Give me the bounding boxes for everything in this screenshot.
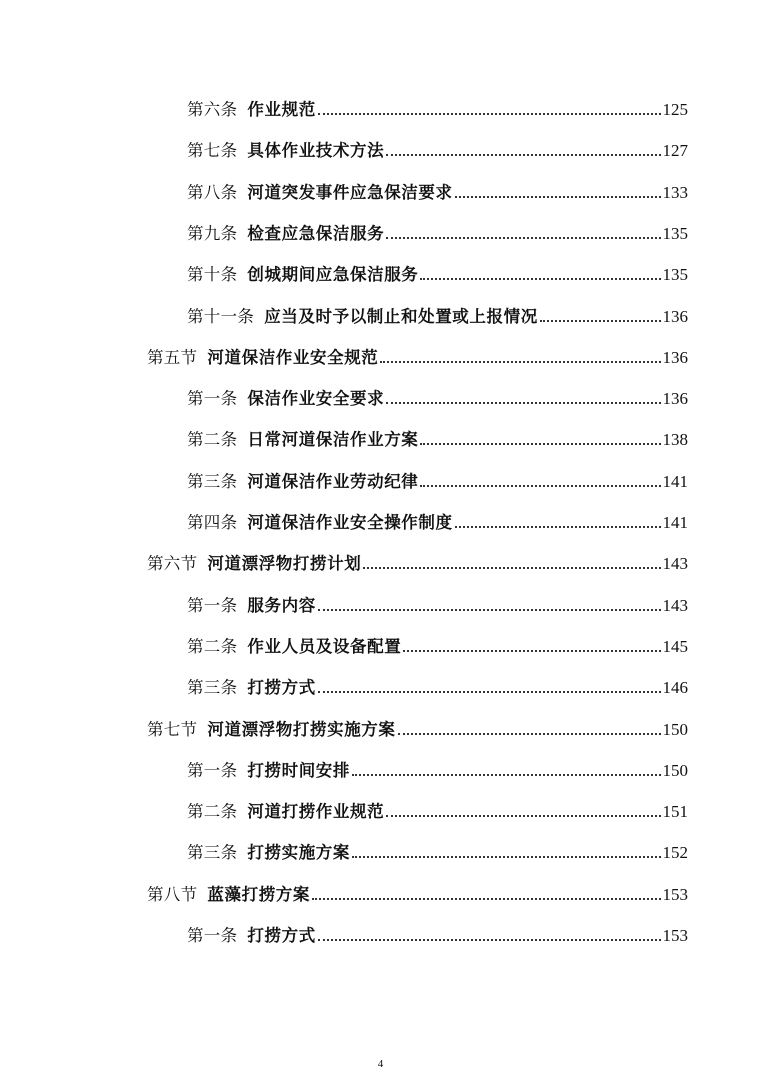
toc-entry-number: 第二条 (187, 802, 238, 822)
toc-entry-page: 143 (662, 595, 688, 615)
toc-entry-page: 136 (662, 389, 688, 409)
page-number: 4 (377, 1058, 384, 1070)
toc-entry-title: 日常河道保洁作业方案 (247, 430, 419, 450)
toc-entry-page: 133 (662, 182, 688, 202)
dot-leader (455, 196, 661, 198)
toc-entry-number: 第五节 (147, 347, 198, 367)
dot-leader (420, 278, 660, 280)
toc-entry-page: 145 (662, 636, 688, 656)
toc-article-entry (187, 668, 688, 698)
dot-leader (420, 485, 660, 487)
toc-entry-page: 146 (662, 678, 688, 698)
toc-entry-title: 应当及时予以制止和处置或上报情况 (264, 306, 538, 326)
toc-article-entry (187, 462, 688, 492)
toc-entry-title: 作业人员及设备配置 (247, 636, 402, 656)
toc-entry-page: 136 (662, 347, 688, 367)
toc-entry-title: 保洁作业安全要求 (247, 389, 385, 409)
toc-entry-page: 141 (662, 471, 688, 491)
toc-entry-page: 125 (662, 100, 688, 119)
toc-entry-page: 150 (662, 760, 688, 780)
toc-entry-page: 152 (662, 843, 688, 863)
toc-entry-title: 河道打捞作业规范 (247, 802, 385, 822)
toc-entry-title: 河道突发事件应急保洁要求 (247, 182, 453, 202)
toc-article-entry (187, 751, 688, 781)
dot-leader (386, 237, 660, 239)
toc-entry-number: 第一条 (187, 389, 238, 409)
toc-entry-title: 具体作业技术方法 (247, 141, 385, 161)
toc-entry-page: 153 (662, 884, 688, 904)
dot-leader (363, 567, 660, 569)
toc-entry-page: 150 (662, 719, 688, 739)
toc-entry-number: 第一条 (187, 926, 238, 945)
toc-article-entry (187, 379, 688, 409)
toc-article-entry (187, 255, 688, 285)
toc-entry-title: 河道漂浮物打捞计划 (207, 554, 362, 574)
toc-entry-page: 135 (662, 265, 688, 285)
toc-entry-number: 第十条 (187, 265, 238, 285)
toc-article-entry (187, 503, 688, 533)
toc-article-entry (187, 627, 688, 657)
toc-entry-page: 143 (662, 554, 688, 574)
toc-entry-title: 检查应急保洁服务 (247, 223, 385, 243)
toc-entry-title: 创城期间应急保洁服务 (247, 265, 419, 285)
toc-article-entry (187, 792, 688, 822)
dot-leader (420, 443, 660, 445)
toc-entry-page: 141 (662, 513, 688, 532)
toc-entry-title: 河道保洁作业安全规范 (207, 347, 379, 367)
toc-entry-number: 第一条 (187, 595, 238, 615)
toc-entry-number: 第一条 (187, 760, 238, 780)
toc-section-entry (147, 875, 688, 905)
toc-section-entry (147, 544, 688, 574)
toc-entry-page: 135 (662, 223, 688, 243)
toc-entry-number: 第三条 (187, 678, 238, 698)
toc-entry-number: 第六条 (187, 100, 238, 119)
dot-leader (386, 154, 660, 156)
dot-leader (318, 691, 661, 693)
toc-entry-title: 河道保洁作业安全操作制度 (247, 513, 453, 532)
toc-entry-number: 第十一条 (187, 306, 255, 326)
toc-entry-page: 153 (662, 926, 688, 945)
toc-entry-number: 第三条 (187, 471, 238, 491)
toc-article-entry (187, 131, 688, 161)
dot-leader (455, 526, 661, 528)
toc-article-entry (187, 833, 688, 863)
toc-entry-title: 打捞时间安排 (247, 760, 351, 780)
dot-leader (403, 650, 660, 652)
toc-entry-number: 第九条 (187, 223, 238, 243)
dot-leader (318, 609, 661, 611)
toc-entry-page: 138 (662, 430, 688, 450)
toc-entry-number: 第七条 (187, 141, 238, 161)
toc-entry-title: 河道保洁作业劳动纪律 (247, 471, 419, 491)
toc-entry-title: 作业规范 (247, 100, 316, 119)
toc-article-entry (187, 173, 688, 203)
dot-leader (318, 939, 661, 941)
toc-entry-title: 蓝藻打捞方案 (207, 884, 311, 904)
toc-article-entry (187, 297, 688, 327)
toc-entry-number: 第六节 (147, 554, 198, 574)
toc-entry-page: 136 (662, 306, 688, 326)
toc-entry-title: 打捞方式 (247, 678, 316, 698)
toc-entry-number: 第四条 (187, 513, 238, 532)
dot-leader (318, 113, 661, 115)
toc-entry-number: 第八条 (187, 182, 238, 202)
toc-entry-number: 第三条 (187, 843, 238, 863)
dot-leader (352, 774, 660, 776)
dot-leader (398, 733, 661, 735)
toc-entry-number: 第二条 (187, 636, 238, 656)
toc-entry-number: 第七节 (147, 719, 198, 739)
dot-leader (312, 898, 660, 900)
toc-article-entry (187, 420, 688, 450)
toc-section-entry (147, 338, 688, 368)
dot-leader (540, 320, 661, 322)
toc-entry-page: 151 (662, 802, 688, 822)
dot-leader (386, 815, 660, 817)
toc-article-entry (187, 916, 688, 946)
dot-leader (352, 856, 660, 858)
toc-entry-title: 打捞实施方案 (247, 843, 351, 863)
toc-article-entry (187, 586, 688, 616)
dot-leader (380, 361, 660, 363)
toc-entry-number: 第二条 (187, 430, 238, 450)
toc-entry-page: 127 (662, 141, 688, 161)
toc-entry-title: 打捞方式 (247, 926, 316, 945)
toc-entry-number: 第八节 (147, 884, 198, 904)
toc-section-entry (147, 710, 688, 740)
toc-article-entry (187, 214, 688, 244)
dot-leader (386, 402, 660, 404)
toc-entry-title: 服务内容 (247, 595, 316, 615)
toc-entry-title: 河道漂浮物打捞实施方案 (207, 719, 396, 739)
toc-article-entry (187, 90, 688, 120)
